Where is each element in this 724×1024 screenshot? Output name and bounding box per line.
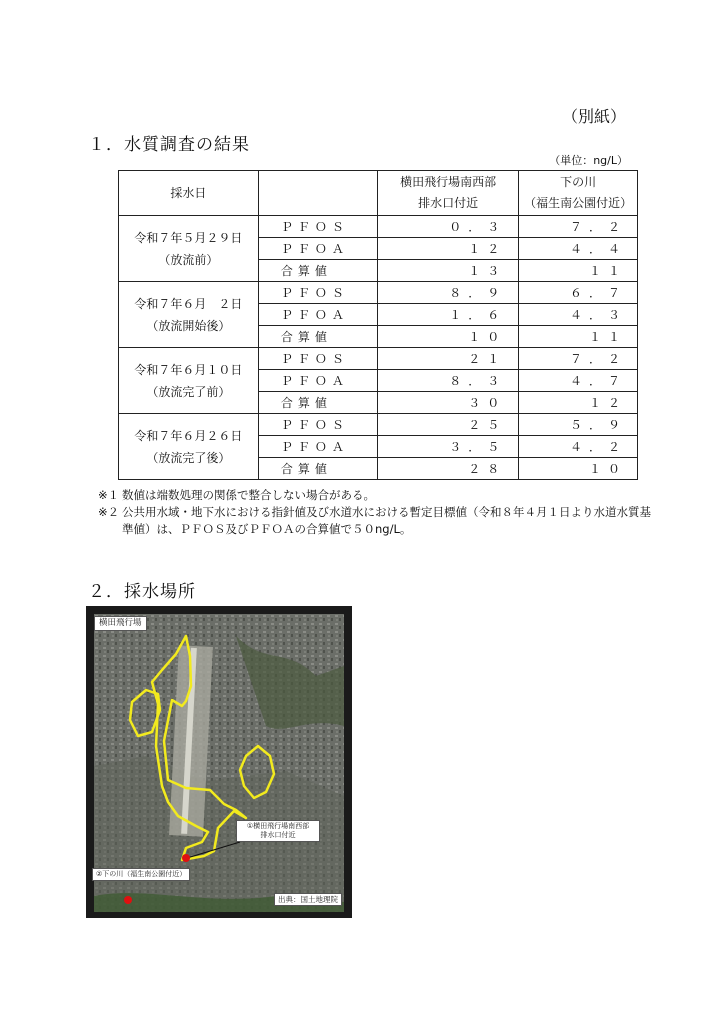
sampling-status: （放流前） [158, 252, 219, 267]
site1-value-cell: ２５ [377, 414, 518, 436]
param-cell: ＰＦＯＳ [258, 282, 377, 304]
site2-label: ②下の川（福生南公園付近） [92, 868, 190, 881]
site2-value-cell: １１ [519, 260, 638, 282]
param-cell: ＰＦＯＡ [258, 238, 377, 260]
param-cell: ＰＦＯＳ [258, 348, 377, 370]
header-site1: 横田飛行場南西部 排水口付近 [377, 171, 518, 216]
param-cell: 合算値 [258, 458, 377, 480]
note-mark: ※２ [98, 505, 120, 519]
map-title-label: 横田飛行場 [94, 616, 147, 631]
table-header-row [119, 171, 638, 216]
appendix-label: （別紙） [561, 107, 626, 126]
sampling-status: （放流完了後） [146, 450, 231, 465]
site1-value-cell: １３ [377, 260, 518, 282]
section2-heading: ２．採水場所 [88, 582, 196, 602]
table-row [119, 216, 638, 238]
sampling-date: 令和７年６月１０日 [134, 362, 243, 377]
site1-value-cell: ３．５ [377, 436, 518, 458]
sampling-date: 令和７年５月２９日 [134, 230, 243, 245]
site2-value-cell: ４．４ [519, 238, 638, 260]
param-cell: ＰＦＯＳ [258, 414, 377, 436]
header-site2: 下の川 （福生南公園付近） [519, 171, 638, 216]
sampling-date-cell [119, 348, 259, 414]
site2-value-cell: ５．９ [519, 414, 638, 436]
site1-value-cell: １２ [377, 238, 518, 260]
note-text: 数値は端数処理の関係で整合しない場合がある。 [122, 488, 375, 502]
site1-value-cell: ８．９ [377, 282, 518, 304]
site2-value-cell: ４．７ [519, 370, 638, 392]
site1-value-cell: ０．３ [377, 216, 518, 238]
param-cell: ＰＦＯＡ [258, 436, 377, 458]
site2-value-cell: １０ [519, 458, 638, 480]
site1-value-cell: １．６ [377, 304, 518, 326]
source-label: 出典：国土地理院 [274, 893, 342, 906]
section1-heading: １．水質調査の結果 [88, 135, 250, 155]
sampling-date: 令和７年６月 ２日 [134, 296, 243, 311]
sampling-status: （放流開始後） [146, 318, 231, 333]
site2-value-cell: ７．２ [519, 216, 638, 238]
results-table [118, 170, 638, 480]
param-cell: 合算値 [258, 326, 377, 348]
table-row [119, 414, 638, 436]
sampling-date-cell [119, 282, 259, 348]
notes [98, 487, 658, 538]
header-date: 採水日 [119, 171, 259, 216]
param-cell: ＰＦＯＡ [258, 304, 377, 326]
note-2 [98, 504, 658, 538]
site2-value-cell: ７．２ [519, 348, 638, 370]
table-row [119, 348, 638, 370]
site2-value-cell: ４．２ [519, 436, 638, 458]
site1-value-cell: １０ [377, 326, 518, 348]
param-cell: ＰＦＯＡ [258, 370, 377, 392]
header-param [258, 171, 377, 216]
site1-value-cell: ８．３ [377, 370, 518, 392]
sampling-status: （放流完了前） [146, 384, 231, 399]
site1-label: ①横田飛行場南西部 排水口付近 [236, 820, 320, 842]
sampling-date-cell [119, 414, 259, 480]
site1-value-cell: ２８ [377, 458, 518, 480]
param-cell: 合算値 [258, 392, 377, 414]
note-mark: ※１ [98, 488, 120, 502]
site2-value-cell: １２ [519, 392, 638, 414]
site2-value-cell: ４．３ [519, 304, 638, 326]
param-cell: 合算値 [258, 260, 377, 282]
aerial-map [86, 606, 352, 918]
site2-marker [124, 896, 132, 904]
site1-value-cell: ３０ [377, 392, 518, 414]
note-1 [98, 487, 658, 504]
unit-label: （単位：ng/L） [549, 154, 628, 167]
site1-marker [182, 854, 190, 862]
table-row [119, 282, 638, 304]
site2-value-cell: １１ [519, 326, 638, 348]
sampling-date: 令和７年６月２６日 [134, 428, 243, 443]
site2-value-cell: ６．７ [519, 282, 638, 304]
site1-value-cell: ２１ [377, 348, 518, 370]
sampling-date-cell [119, 216, 259, 282]
note-text: 公共用水域・地下水における指針値及び水道水における暫定目標値（令和８年４月１日より水道水質基準値）は、ＰＦＯＳ及びＰＦＯＡの合算値で５０ng/L。 [122, 505, 651, 536]
param-cell: ＰＦＯＳ [258, 216, 377, 238]
